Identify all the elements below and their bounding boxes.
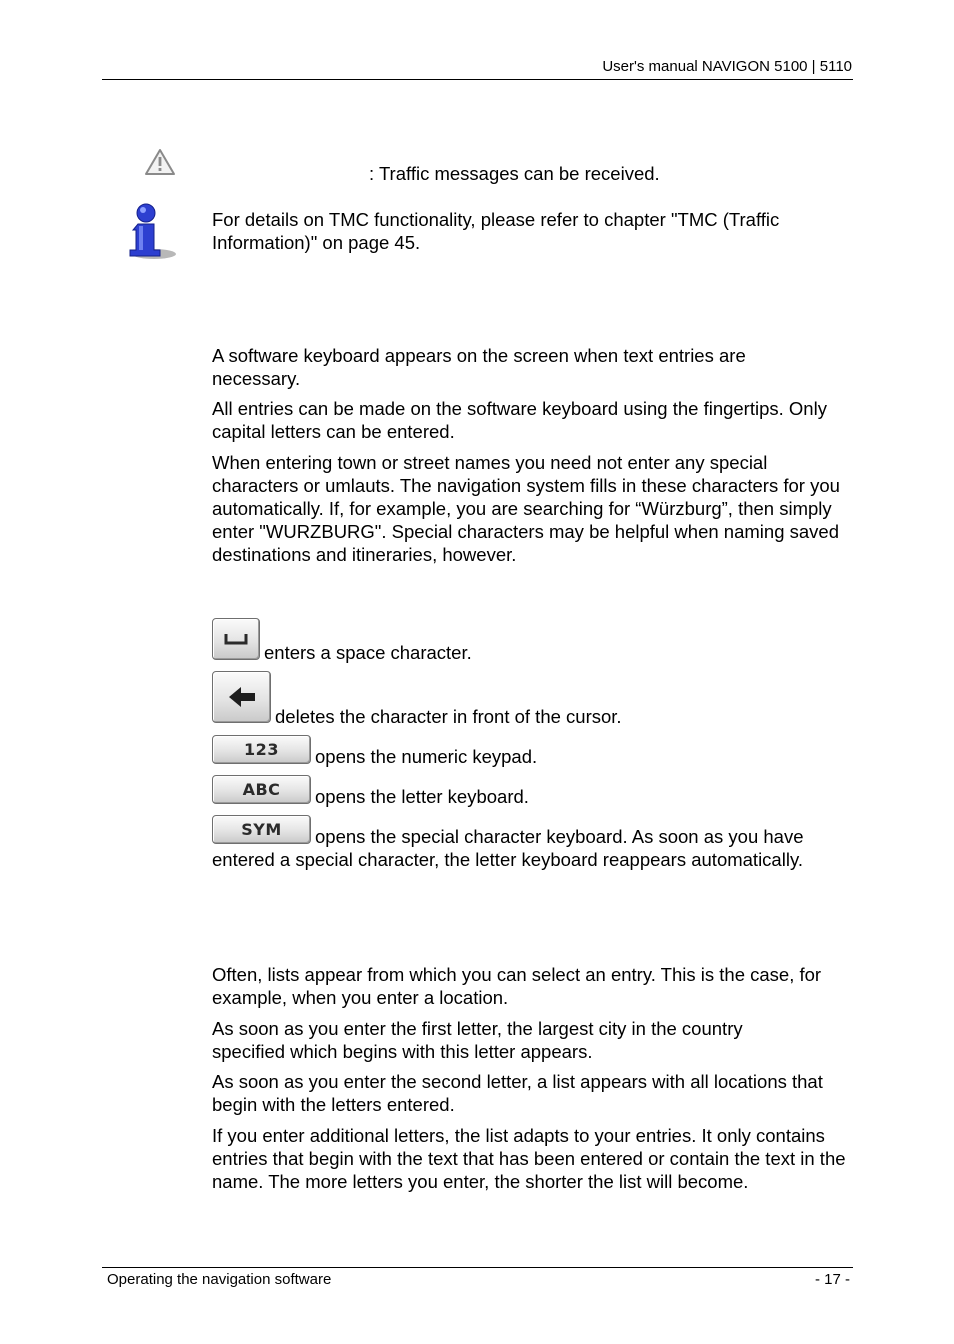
backspace-arrow-icon — [212, 671, 271, 723]
keyboard-paragraph-2: All entries can be made on the software keyboard using the fingertips. Only capital letters can be entered. — [212, 398, 827, 442]
header-rule — [102, 79, 853, 80]
keyboard-paragraph-3: When entering town or street names you need not enter any special characters or umlauts. The navigation system fills in these characters for you automatically. If, for example, you are searching for “Würzburg”, then simply enter "WURZBURG". Special characters may be helpful when naming saved destinations and itineraries, however. — [212, 452, 840, 565]
letters-key-description: opens the letter keyboard. — [315, 786, 529, 807]
lists-paragraph-2: As soon as you enter the first letter, the largest city in the country specified which begins with this letter appears. — [212, 1018, 743, 1062]
running-header: User's manual NAVIGON 5100 | 5110 — [602, 58, 852, 75]
tmc-status-text: : Traffic messages can be received. — [369, 163, 660, 184]
space-key-description: enters a space character. — [264, 642, 472, 663]
numeric-key-description: opens the numeric keypad. — [315, 746, 538, 767]
symbols-key-description: opens the special character keyboard. As soon as you have entered a special character, the letter keyboard reappears automatically. — [212, 826, 804, 870]
warning-triangle-icon — [144, 148, 176, 176]
lists-paragraph-3: As soon as you enter the second letter, a list appears with all locations that begin with the letters entered. — [212, 1071, 823, 1115]
symbols-key-label: SYM — [241, 820, 282, 839]
space-key-icon — [212, 618, 260, 660]
info-person-icon — [124, 202, 178, 262]
backspace-key-description: deletes the character in front of the cursor. — [275, 706, 622, 727]
footer-section-title: Operating the navigation software — [107, 1271, 332, 1288]
page-number: - 17 - — [814, 1271, 850, 1288]
numeric-keypad-key — [212, 735, 311, 764]
keyboard-paragraph-1: A software keyboard appears on the screen when text entries are necessary. — [212, 345, 746, 389]
tmc-info-note: For details on TMC functionality, please refer to chapter "TMC (Traffic Information)" on page 45. — [212, 209, 780, 253]
numeric-key-label: 123 — [244, 740, 279, 759]
lists-paragraph-1: Often, lists appear from which you can select an entry. This is the case, for example, when you enter a location. — [212, 964, 822, 1008]
footer-rule — [102, 1267, 853, 1268]
letters-key-label: ABC — [242, 780, 281, 799]
letter-keyboard-key — [212, 775, 311, 804]
lists-paragraph-4: If you enter additional letters, the list adapts to your entries. It only contains entries that begin with the text that has been entered or contain the text in the name. The more letters you enter, the shorter the list will become. — [212, 1125, 846, 1192]
